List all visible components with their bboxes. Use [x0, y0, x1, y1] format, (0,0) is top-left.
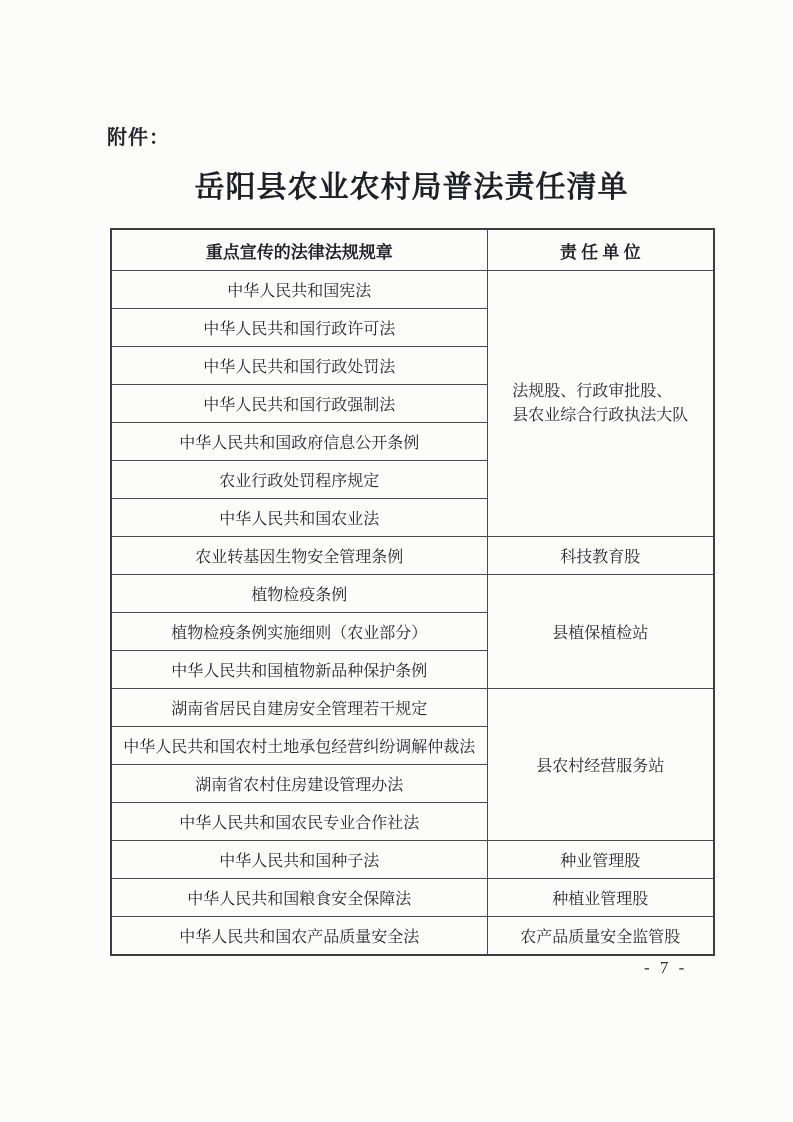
unit-cell: 种植业管理股 — [487, 879, 714, 917]
law-cell: 中华人民共和国农产品质量安全法 — [111, 917, 487, 956]
attachment-label: 附件： — [107, 127, 170, 149]
document-title: 岳阳县农业农村局普法责任清单 — [194, 171, 629, 204]
table-row — [111, 879, 714, 917]
law-cell: 植物检疫条例 — [111, 575, 487, 613]
law-cell: 中华人民共和国政府信息公开条例 — [111, 423, 487, 461]
unit-cell — [487, 271, 714, 537]
law-cell: 中华人民共和国植物新品种保护条例 — [111, 651, 487, 689]
table-row — [111, 841, 714, 879]
unit-cell: 种业管理股 — [487, 841, 714, 879]
law-cell: 中华人民共和国行政强制法 — [111, 385, 487, 423]
law-cell: 中华人民共和国农民专业合作社法 — [111, 803, 487, 841]
unit-cell: 县植保植检站 — [487, 575, 714, 689]
unit-cell: 县农村经营服务站 — [487, 689, 714, 841]
table-row — [111, 917, 714, 956]
unit-text — [512, 380, 688, 426]
table-row — [111, 271, 714, 309]
table-header-laws: 重点宣传的法律法规规章 — [111, 229, 487, 271]
law-cell: 中华人民共和国行政许可法 — [111, 309, 487, 347]
table-header-unit: 责 任 单 位 — [487, 229, 714, 271]
law-cell: 中华人民共和国粮食安全保障法 — [111, 879, 487, 917]
unit-line: 县农业综合行政执法大队 — [512, 406, 689, 424]
law-cell: 中华人民共和国农村土地承包经营纠纷调解仲裁法 — [111, 727, 487, 765]
unit-cell: 农产品质量安全监管股 — [487, 917, 714, 956]
law-cell: 农业转基因生物安全管理条例 — [111, 537, 487, 575]
table-row — [111, 689, 714, 727]
law-cell: 湖南省居民自建房安全管理若干规定 — [111, 689, 487, 727]
unit-line: 法规股、行政审批股、 — [512, 383, 673, 401]
law-cell: 湖南省农村住房建设管理办法 — [111, 765, 487, 803]
unit-cell: 科技教育股 — [487, 537, 714, 575]
law-responsibility-table — [110, 228, 715, 956]
table-row — [111, 575, 714, 613]
law-cell: 中华人民共和国种子法 — [111, 841, 487, 879]
law-cell: 农业行政处罚程序规定 — [111, 461, 487, 499]
law-cell: 中华人民共和国农业法 — [111, 499, 487, 537]
table-row — [111, 537, 714, 575]
page-number: - 7 - — [644, 958, 688, 977]
law-cell: 植物检疫条例实施细则（农业部分） — [111, 613, 487, 651]
law-cell: 中华人民共和国宪法 — [111, 271, 487, 309]
table-header-row — [111, 229, 714, 271]
law-cell: 中华人民共和国行政处罚法 — [111, 347, 487, 385]
